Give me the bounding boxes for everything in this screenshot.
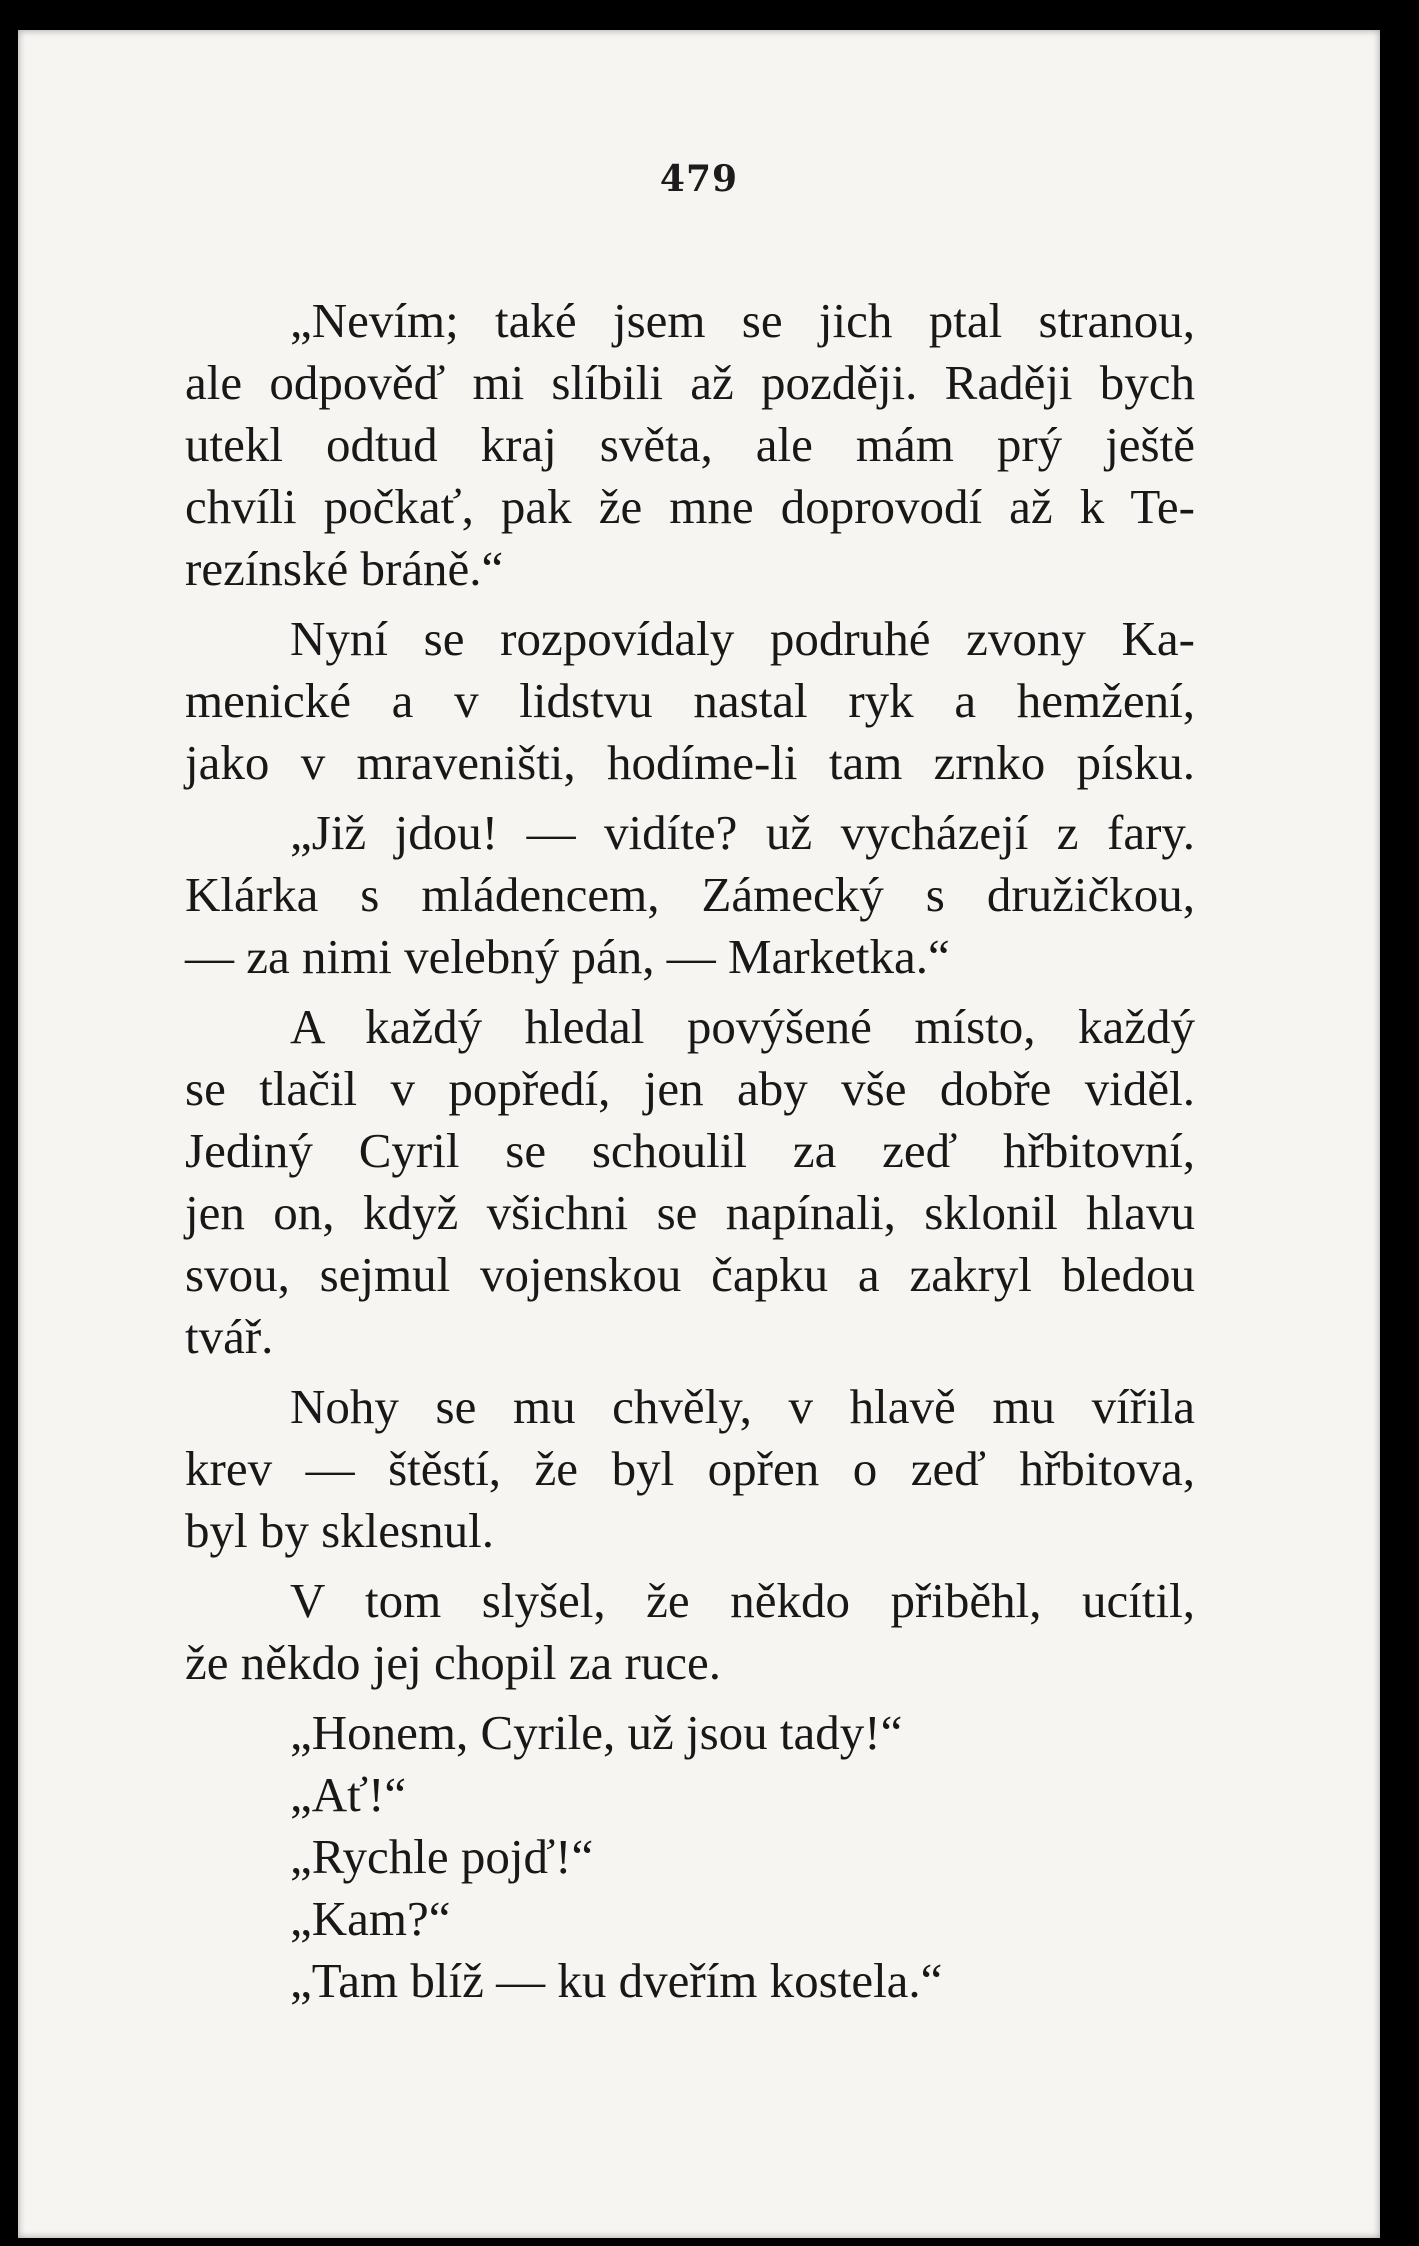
dialogue-line [185, 1826, 1195, 1888]
text-line: „Nevím; také jsem se jich ptal stranou, [290, 293, 1195, 348]
text-line: „Honem, Cyrile, už jsou tady!“ [290, 1705, 903, 1760]
text-line: rezínské bráně.“ [185, 541, 504, 596]
text-line: „Kam?“ [290, 1891, 451, 1946]
text-line: A každý hledal povýšené místo, každý [290, 999, 1195, 1054]
text-line: — za nimi velebný pán, — Marketka.“ [185, 929, 950, 984]
text-line: Klárka s mládencem, Zámecký s družičkou, [185, 867, 1195, 922]
text-line: V tom slyšel, že někdo přiběhl, ucítil, [290, 1573, 1195, 1628]
dialogue-line [185, 1702, 1195, 1764]
text-line: „Ať!“ [290, 1767, 407, 1822]
paragraph-6 [185, 1570, 1195, 1694]
dialogue-line [185, 1764, 1195, 1826]
text-line: Nohy se mu chvěly, v hlavě mu vířila [290, 1379, 1195, 1434]
paragraph-3 [185, 802, 1195, 988]
text-line: Nyní se rozpovídaly podruhé zvony Ka- [290, 611, 1195, 666]
text-line: se tlačil v popředí, jen aby vše dobře viděl. [185, 1061, 1195, 1116]
book-page [18, 30, 1380, 2238]
text-line: menické a v lidstvu nastal ryk a hemžení, [185, 673, 1195, 728]
text-line: jako v mraveništi, hodíme-li tam zrnko písku. [185, 735, 1195, 790]
text-line: „Tam blíž — ku dveřím kostela.“ [290, 1953, 943, 2008]
paragraph-2 [185, 608, 1195, 794]
paragraph-4 [185, 996, 1195, 1368]
text-line: tvář. [185, 1309, 274, 1364]
text-line: Jediný Cyril se schoulil za zeď hřbitovní, [185, 1123, 1195, 1178]
text-line: jen on, když všichni se napínali, sklonil hlavu [185, 1185, 1195, 1240]
text-line: krev — štěstí, že byl opřen o zeď hřbitova, [185, 1441, 1195, 1496]
text-line: ale odpověď mi slíbili až později. Raději bych [185, 355, 1195, 410]
paragraph-5 [185, 1376, 1195, 1562]
text-line: byl by sklesnul. [185, 1503, 494, 1558]
body-text [185, 290, 1195, 2012]
page-number: 479 [659, 158, 739, 200]
dialogue-line [185, 1888, 1195, 1950]
dialogue-line [185, 1950, 1195, 2012]
text-line: chvíli počkať, pak že mne doprovodí až k Te- [185, 479, 1195, 534]
text-line: „Rychle pojď!“ [290, 1829, 594, 1884]
text-line: „Již jdou! — vidíte? už vycházejí z fary. [290, 805, 1195, 860]
paragraph-1 [185, 290, 1195, 600]
text-line: že někdo jej chopil za ruce. [185, 1635, 722, 1690]
text-line: svou, sejmul vojenskou čapku a zakryl bledou [185, 1247, 1195, 1302]
text-line: utekl odtud kraj světa, ale mám prý ještě [185, 417, 1195, 472]
